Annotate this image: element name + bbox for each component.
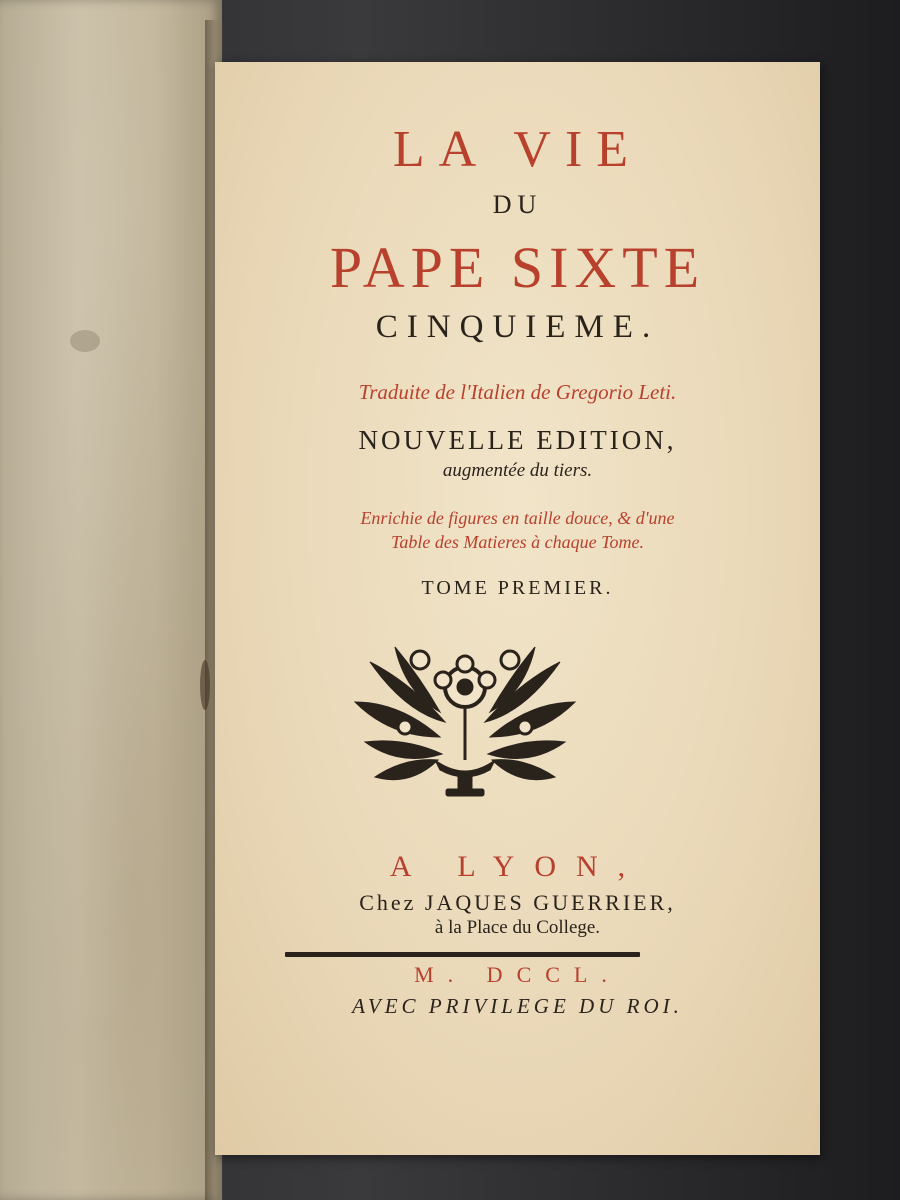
title-line-cinquieme: CINQUIEME. [375, 309, 660, 345]
edition-line: NOUVELLE EDITION, [358, 425, 677, 455]
volume-line: TOME PREMIER. [421, 577, 614, 599]
translator-line: Traduite de l'Italien de Gregorio Leti. [358, 380, 677, 404]
enriched-line-2: Table des Matieres à chaque Tome. [391, 532, 644, 552]
flower-vase-ornament-icon [350, 642, 580, 810]
city-line: A LYON, [389, 850, 646, 883]
title-line-la-vie: LA VIE [392, 121, 643, 178]
publisher-line: Chez JAQUES GUERRIER, [359, 890, 676, 915]
title-line-pape-sixte: PAPE SIXTE [329, 235, 706, 300]
title-page [215, 62, 820, 1155]
divider-rule [285, 952, 640, 957]
enriched-line-1: Enrichie de figures en taille douce, & d'une [360, 508, 675, 528]
board-stain [70, 330, 100, 352]
augmented-line: augmentée du tiers. [442, 460, 593, 481]
title-line-du: DU [492, 190, 543, 219]
privilege-line: AVEC PRIVILEGE DU ROI. [352, 994, 683, 1018]
year-line: M. DCCL. [414, 962, 621, 987]
front-cover-board [0, 0, 222, 1200]
address-line: à la Place du College. [434, 917, 601, 938]
